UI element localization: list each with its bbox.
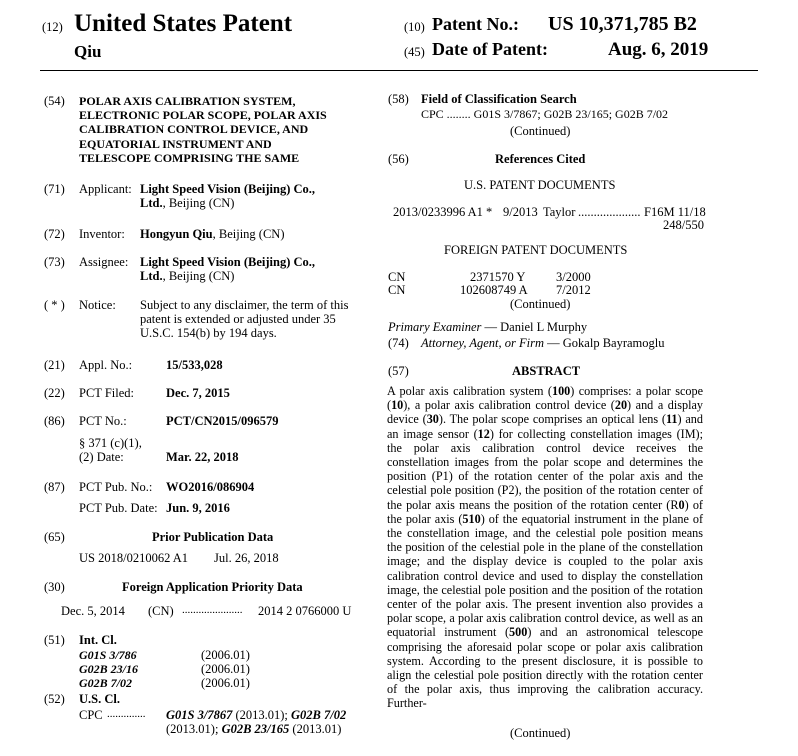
prior-pub-date: Jul. 26, 2018 bbox=[214, 551, 279, 565]
us-doc-class: F16M 11/18 bbox=[644, 205, 706, 219]
pct-pub-date-label: PCT Pub. Date: bbox=[79, 501, 158, 515]
code-73: (73) bbox=[44, 255, 65, 269]
foreign-doc-date: 7/2012 bbox=[556, 283, 591, 297]
title-line: ELECTRONIC POLAR SCOPE, POLAR AXIS bbox=[79, 108, 327, 123]
prior-pub-heading: Prior Publication Data bbox=[152, 530, 274, 544]
foreign-priority-dots: ...................... bbox=[182, 604, 243, 616]
appl-no: 15/533,028 bbox=[166, 358, 223, 372]
continued-label: (Continued) bbox=[510, 124, 571, 138]
code-54: (54) bbox=[44, 94, 65, 108]
abstract-text-segment: ) and an image sensor ( bbox=[387, 412, 703, 441]
code-65: (65) bbox=[44, 530, 65, 544]
notice-text bbox=[140, 298, 348, 340]
abstract-text-segment: ), a polar axis calibration control device ( bbox=[403, 398, 615, 413]
appl-no-label: Appl. No.: bbox=[79, 358, 133, 372]
invention-title bbox=[79, 94, 327, 165]
patent-number: US 10,371,785 B2 bbox=[548, 13, 697, 35]
us-doc-class-2: 248/550 bbox=[663, 218, 704, 232]
foreign-documents-heading: FOREIGN PATENT DOCUMENTS bbox=[444, 243, 628, 257]
pct-no-label: PCT No.: bbox=[79, 414, 127, 428]
applicant-location: , Beijing (CN) bbox=[162, 196, 235, 210]
us-doc-dots: .................... bbox=[578, 205, 641, 219]
pct-no: PCT/CN2015/096579 bbox=[166, 414, 279, 428]
abstract-text-segment: ) comprises: a polar scope ( bbox=[387, 384, 704, 413]
us-cl-label: U.S. Cl. bbox=[79, 692, 120, 706]
date-of-patent-label: Date of Patent: bbox=[432, 39, 548, 59]
inventor-surname: Qiu bbox=[74, 42, 102, 61]
s371-date: Mar. 22, 2018 bbox=[166, 450, 239, 464]
code-21: (21) bbox=[44, 358, 65, 372]
abstract-text-segment: ) for collecting constellation images (IM); the polar axis calibration control device receives the constellation images from the polar scope and determines the position (P1) of the rotation center of the polar axis and the celestial pole position (P2), the position of the rotation center of the polar axis means the position of the rotation center (R bbox=[387, 426, 703, 512]
inventor-name: Hongyun Qiu bbox=[140, 227, 213, 241]
primary-examiner bbox=[388, 320, 587, 335]
int-cl-label: Int. Cl. bbox=[79, 633, 117, 647]
code-72: (72) bbox=[44, 227, 65, 241]
foreign-priority-country: (CN) bbox=[148, 604, 174, 618]
title-line: TELESCOPE COMPRISING THE SAME bbox=[79, 150, 300, 165]
continued-label: (Continued) bbox=[510, 726, 571, 740]
foreign-doc-country: CN bbox=[388, 270, 406, 284]
foreign-doc-country: CN bbox=[388, 283, 406, 297]
code-87: (87) bbox=[44, 480, 65, 494]
foreign-doc-date: 3/2000 bbox=[556, 270, 591, 284]
references-heading: References Cited bbox=[495, 152, 586, 166]
int-cl-code: G01S 3/786 bbox=[79, 648, 137, 662]
pct-filed-label: PCT Filed: bbox=[79, 386, 134, 400]
cpc-code: G02B 23/165 bbox=[221, 722, 290, 736]
applicant-label: Applicant: bbox=[79, 182, 132, 196]
code-12: (12) bbox=[42, 20, 63, 34]
code-86: (86) bbox=[44, 414, 65, 428]
int-cl-version: (2006.01) bbox=[201, 648, 250, 662]
abstract-ref-numeral: 20 bbox=[614, 398, 628, 413]
cpc-code: G02B 7/02 bbox=[291, 708, 347, 722]
code-56: (56) bbox=[388, 152, 409, 166]
code-10: (10) bbox=[404, 20, 425, 34]
assignee-name: Light Speed Vision (Beijing) Co., bbox=[140, 255, 316, 269]
abstract-ref-numeral: 100 bbox=[551, 384, 571, 398]
int-cl-version: (2006.01) bbox=[201, 676, 250, 690]
applicant-name: Light Speed Vision (Beijing) Co., bbox=[140, 182, 316, 196]
date-of-patent: Aug. 6, 2019 bbox=[608, 39, 709, 60]
title-line: EQUATORIAL INSTRUMENT AND bbox=[79, 136, 272, 151]
foreign-priority-date: Dec. 5, 2014 bbox=[61, 604, 125, 618]
attorney-name: — Gokalp Bayramoglu bbox=[544, 336, 665, 350]
abstract-text-segment: ) and a display device ( bbox=[387, 398, 703, 427]
abstract-ref-numeral: 500 bbox=[509, 625, 528, 640]
attorney-label: Attorney, Agent, or Firm bbox=[421, 336, 545, 350]
cpc-version: (2013.01) bbox=[289, 722, 342, 736]
code-58: (58) bbox=[388, 92, 409, 106]
code-notice: ( * ) bbox=[44, 298, 65, 312]
pct-filed-date: Dec. 7, 2015 bbox=[166, 386, 230, 400]
assignee-name-2: Ltd. bbox=[140, 269, 163, 283]
cpc-dots: .............. bbox=[107, 708, 146, 720]
code-57: (57) bbox=[388, 364, 409, 378]
assignee-location: , Beijing (CN) bbox=[162, 269, 235, 283]
field-search-cpc: CPC ........ G01S 3/7867; G02B 23/165; G02B 7/02 bbox=[421, 107, 669, 121]
notice-line: U.S.C. 154(b) by 194 days. bbox=[140, 326, 277, 340]
patent-no-label: Patent No.: bbox=[432, 14, 519, 34]
inventor bbox=[140, 227, 284, 241]
applicant-name-2: Ltd. bbox=[140, 196, 163, 210]
patent-type-title: United States Patent bbox=[74, 10, 293, 37]
cpc-version: (2013.01); bbox=[232, 708, 292, 722]
header-divider bbox=[40, 70, 758, 71]
pct-pub-date: Jun. 9, 2016 bbox=[166, 501, 230, 515]
us-doc-name: Taylor bbox=[543, 205, 576, 219]
abstract-text-segment: ) of the equatorial instrument in the plane of the constellation image, and the celestial pole position means the position of the celestial pole in the plane of the constellation image; and the display device is coupled to the polar axis calibration control device and used to display the constellation image, the celestial pole position and the position of the rotation center of the polar axis. The present invention also provides a polar scope, a polar axis calibration control device, as well as an equatorial instrument ( bbox=[387, 511, 704, 640]
code-71: (71) bbox=[44, 182, 65, 196]
cpc-label: CPC bbox=[79, 708, 103, 722]
foreign-priority-heading: Foreign Application Priority Data bbox=[122, 580, 303, 594]
applicant bbox=[140, 182, 315, 210]
int-cl-version: (2006.01) bbox=[201, 662, 250, 676]
abstract-ref-numeral: 0 bbox=[678, 497, 685, 512]
attorney bbox=[421, 336, 665, 351]
continued-label: (Continued) bbox=[510, 297, 571, 311]
inventor-label: Inventor: bbox=[79, 227, 125, 241]
code-51: (51) bbox=[44, 633, 65, 647]
int-cl-code: G02B 7/02 bbox=[79, 676, 133, 690]
us-doc-no: 2013/0233996 A1 * bbox=[393, 205, 493, 219]
cpc-line-2 bbox=[166, 722, 341, 737]
foreign-doc-no: 2371570 Y bbox=[470, 270, 526, 284]
abstract-ref-numeral: 11 bbox=[665, 412, 678, 427]
abstract-text-segment: ) of the polar axis ( bbox=[387, 497, 703, 526]
prior-pub-no: US 2018/0210062 A1 bbox=[79, 551, 189, 565]
foreign-doc-no: 102608749 A bbox=[460, 283, 528, 297]
code-22: (22) bbox=[44, 386, 65, 400]
cpc-line-1 bbox=[166, 708, 346, 723]
abstract-ref-numeral: 10 bbox=[391, 398, 404, 413]
abstract-text-segment: A polar axis calibration system ( bbox=[387, 384, 552, 398]
s371-date-label: (2) Date: bbox=[79, 450, 124, 464]
int-cl-code: G02B 23/16 bbox=[79, 662, 139, 676]
assignee-label: Assignee: bbox=[79, 255, 129, 269]
notice-line: Subject to any disclaimer, the term of this bbox=[140, 298, 349, 312]
notice-line: patent is extended or adjusted under 35 bbox=[140, 312, 336, 326]
field-search-heading: Field of Classification Search bbox=[421, 92, 577, 106]
abstract-ref-numeral: 510 bbox=[462, 511, 481, 526]
abstract-heading: ABSTRACT bbox=[512, 364, 581, 378]
cpc-version: (2013.01); bbox=[166, 722, 222, 736]
primary-examiner-label: Primary Examiner bbox=[388, 320, 482, 334]
us-documents-heading: U.S. PATENT DOCUMENTS bbox=[464, 178, 616, 192]
abstract-ref-numeral: 12 bbox=[477, 426, 490, 441]
pct-pub-no-label: PCT Pub. No.: bbox=[79, 480, 153, 494]
s371-label: § 371 (c)(1), bbox=[79, 436, 142, 450]
cpc-code: G01S 3/7867 bbox=[166, 708, 233, 722]
abstract-text-segment: ) and an astronomical telescope comprising the aforesaid polar scope or polar axis calibration system. According to the present disclosure, it is possible to align the celestial pole position directly with the rotation center of the polar axis, thus improving the calibration accuracy. Further- bbox=[387, 625, 703, 711]
foreign-priority-no: 2014 2 0766000 U bbox=[258, 604, 352, 618]
abstract-text bbox=[387, 384, 703, 711]
assignee bbox=[140, 255, 315, 283]
primary-examiner-name: — Daniel L Murphy bbox=[481, 320, 588, 334]
pct-pub-no: WO2016/086904 bbox=[166, 480, 255, 494]
notice-label: Notice: bbox=[79, 298, 116, 312]
inventor-location: , Beijing (CN) bbox=[212, 227, 285, 241]
us-doc-date: 9/2013 bbox=[503, 205, 538, 219]
abstract-ref-numeral: 30 bbox=[426, 412, 439, 427]
title-line: POLAR AXIS CALIBRATION SYSTEM, bbox=[79, 94, 296, 108]
title-line: CALIBRATION CONTROL DEVICE, AND bbox=[79, 122, 309, 137]
code-30: (30) bbox=[44, 580, 65, 594]
code-45: (45) bbox=[404, 45, 425, 59]
abstract-text-segment: ). The polar scope comprises an optical lens ( bbox=[438, 412, 666, 427]
code-74: (74) bbox=[388, 336, 409, 350]
code-52: (52) bbox=[44, 692, 65, 706]
